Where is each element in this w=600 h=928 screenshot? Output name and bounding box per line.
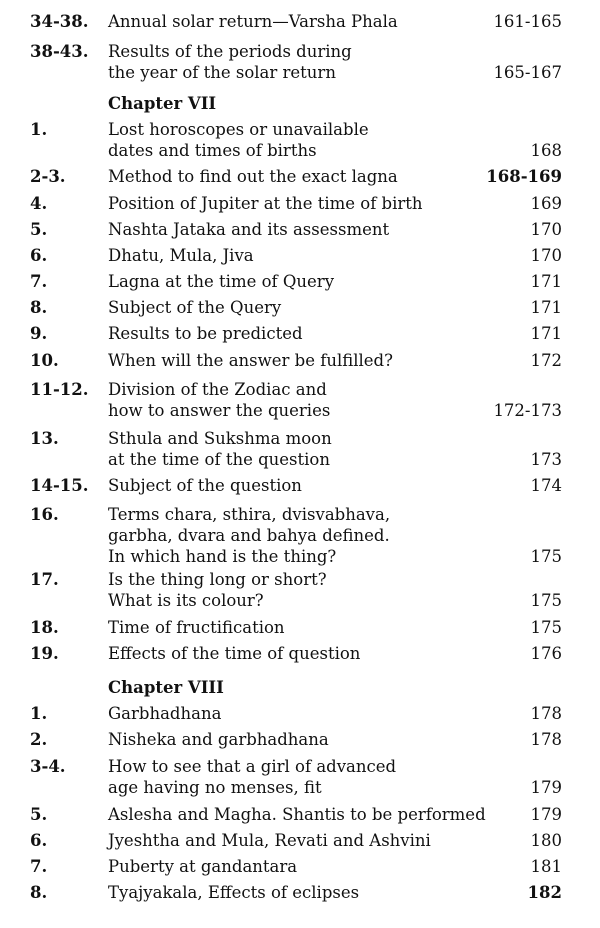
entry-number: 1. [30,704,48,723]
entry-number: 9. [30,324,48,343]
entry-title-line: Puberty at gandantara [108,857,298,876]
entry-title-line: Aslesha and Magha. Shantis to be performed [108,805,486,824]
entry-number: 4. [30,194,48,213]
entry-page-number: 175 [530,618,562,637]
entry-title-line: Results to be predicted [108,324,303,343]
entry-title-line: Position of Jupiter at the time of birth [108,194,423,213]
entry-number: 14-15. [30,476,89,495]
entry-page-number: 161-165 [493,12,562,31]
entry-page-number: 179 [530,778,562,797]
entry-number: 38-43. [30,42,89,61]
entry-page-number: 173 [530,450,562,469]
entry-number: 2-3. [30,167,66,186]
entry-title-line: Results of the periods during [108,42,352,61]
entry-title-line: Jyeshtha and Mula, Revati and Ashvini [108,831,431,850]
entry-number: 13. [30,429,59,448]
entry-title-line: Effects of the time of question [108,644,361,663]
entry-title-line: Tyajyakala, Effects of eclipses [108,883,360,902]
entry-title-line: age having no menses, fit [108,778,322,797]
entry-number: 34-38. [30,12,89,31]
entry-number: 11-12. [30,380,89,399]
entry-number: 7. [30,272,48,291]
entry-number: 6. [30,831,48,850]
entry-number: 10. [30,351,59,370]
entry-number: 7. [30,857,48,876]
entry-number: 2. [30,730,48,749]
entry-title-line: Subject of the question [108,476,302,495]
entry-number: 3-4. [30,757,66,776]
entry-title-line: Lost horoscopes or unavailable [108,120,369,139]
entry-title-line: When will the answer be fulfilled? [108,351,393,370]
entry-title-line: How to see that a girl of advanced [108,757,397,776]
entry-title-line: Sthula and Sukshma moon [108,429,332,448]
chapter-heading: Chapter VIII [108,678,224,697]
entry-number: 8. [30,883,48,902]
entry-page-number: 174 [530,476,562,495]
entry-number: 17. [30,570,59,589]
entry-page-number: 171 [530,324,562,343]
entry-title-line: Division of the Zodiac and [108,380,327,399]
entry-page-number: 181 [530,857,562,876]
entry-page-number: 168-169 [486,167,562,186]
entry-page-number: 165-167 [493,63,562,82]
entry-title-line: Terms chara, sthira, dvisvabhava, [108,505,391,524]
entry-title-line: Is the thing long or short? [108,570,327,589]
entry-title-line: how to answer the queries [108,401,331,420]
entry-title-line: Nisheka and garbhadhana [108,730,329,749]
entry-page-number: 168 [530,141,562,160]
entry-title-line: Lagna at the time of Query [108,272,335,291]
entry-title-line: at the time of the question [108,450,330,469]
entry-number: 18. [30,618,59,637]
entry-title-line: In which hand is the thing? [108,547,337,566]
entry-title-line: garbha, dvara and bahya defined. [108,526,390,545]
entry-page-number: 179 [530,805,562,824]
entry-number: 8. [30,298,48,317]
entry-page-number: 182 [527,883,562,902]
entry-page-number: 170 [530,220,562,239]
entry-page-number: 171 [530,298,562,317]
entry-title-line: Annual solar return—Varsha Phala [108,12,398,31]
entry-title-line: dates and times of births [108,141,317,160]
entry-number: 6. [30,246,48,265]
chapter-heading: Chapter VII [108,94,217,113]
entry-number: 16. [30,505,59,524]
entry-page-number: 180 [530,831,562,850]
entry-page-number: 172-173 [493,401,562,420]
entry-number: 19. [30,644,59,663]
entry-page-number: 178 [530,704,562,723]
entry-title-line: Subject of the Query [108,298,282,317]
entry-page-number: 172 [530,351,562,370]
entry-title-line: What is its colour? [108,591,264,610]
entry-title-line: the year of the solar return [108,63,336,82]
entry-title-line: Method to find out the exact lagna [108,167,398,186]
entry-page-number: 175 [530,591,562,610]
entry-number: 1. [30,120,48,139]
entry-number: 5. [30,805,48,824]
entry-title-line: Time of fructification [108,618,285,637]
entry-page-number: 169 [530,194,562,213]
entry-page-number: 176 [530,644,562,663]
entry-title-line: Dhatu, Mula, Jiva [108,246,254,265]
entry-title-line: Nashta Jataka and its assessment [108,220,390,239]
entry-page-number: 178 [530,730,562,749]
entry-page-number: 175 [530,547,562,566]
entry-number: 5. [30,220,48,239]
entry-page-number: 170 [530,246,562,265]
entry-title-line: Garbhadhana [108,704,222,723]
entry-page-number: 171 [530,272,562,291]
